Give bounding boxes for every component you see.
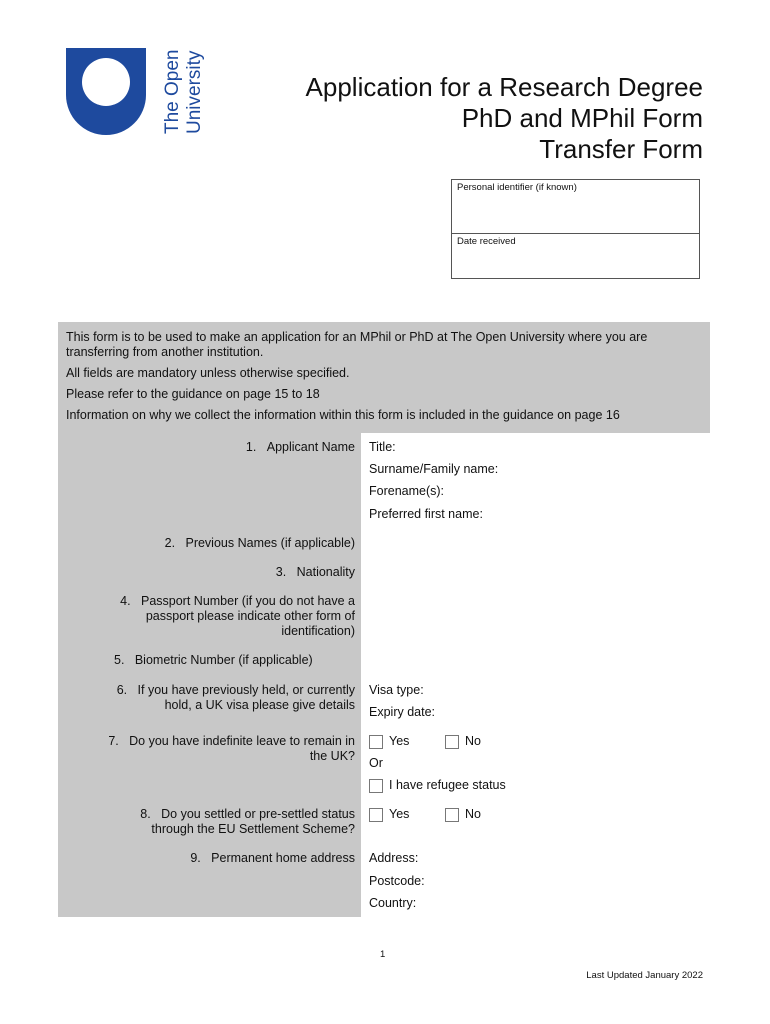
last-updated-note: Last Updated January 2022 bbox=[586, 970, 703, 981]
preferred-name-field[interactable]: Preferred first name: bbox=[369, 507, 483, 521]
question-nationality: 3. Nationality bbox=[275, 565, 355, 579]
question-applicant-name: 1. Applicant Name bbox=[245, 440, 355, 454]
page-number: 1 bbox=[380, 949, 386, 960]
form-title bbox=[306, 72, 703, 165]
question-uk-visa: 6. If you have previously held, or currently hold, a UK visa please give details bbox=[116, 683, 355, 712]
ilr-no-checkbox[interactable] bbox=[445, 735, 459, 749]
question-home-address: 9. Permanent home address bbox=[190, 851, 355, 865]
date-received-label: Date received bbox=[457, 236, 516, 247]
date-received-field[interactable] bbox=[452, 234, 699, 278]
logo-circle bbox=[82, 58, 130, 106]
previous-names-field[interactable] bbox=[369, 536, 699, 552]
visa-type-field[interactable]: Visa type: bbox=[369, 683, 424, 697]
postcode-field[interactable]: Postcode: bbox=[369, 874, 425, 888]
surname-field[interactable]: Surname/Family name: bbox=[369, 462, 499, 476]
ilr-no-label: No bbox=[465, 734, 481, 748]
refugee-status-option[interactable] bbox=[369, 778, 506, 793]
open-university-logo bbox=[66, 48, 206, 140]
title-line-3: Transfer Form bbox=[539, 134, 703, 164]
question-indefinite-leave: 7. Do you have indefinite leave to remain in the UK? bbox=[108, 734, 355, 763]
nationality-field[interactable] bbox=[369, 565, 699, 581]
eu-settled-yes-label: Yes bbox=[389, 807, 410, 821]
refugee-status-label: I have refugee status bbox=[389, 778, 506, 792]
refugee-status-checkbox[interactable] bbox=[369, 779, 383, 793]
biometric-number-field[interactable] bbox=[369, 653, 699, 669]
question-previous-names: 2. Previous Names (if applicable) bbox=[164, 536, 355, 550]
country-field[interactable]: Country: bbox=[369, 896, 417, 910]
eu-settled-yes-checkbox[interactable] bbox=[369, 808, 383, 822]
question-biometric-number: 5. Biometric Number (if applicable) bbox=[114, 653, 313, 667]
intro-panel bbox=[58, 322, 710, 433]
title-line-2: PhD and MPhil Form bbox=[461, 103, 703, 133]
logo-shield bbox=[66, 48, 146, 135]
question-column bbox=[58, 433, 361, 917]
address-field[interactable]: Address: bbox=[369, 851, 419, 865]
ilr-or-text: Or bbox=[369, 756, 383, 770]
ilr-yes-option[interactable] bbox=[369, 734, 409, 749]
column-divider bbox=[361, 433, 363, 917]
question-eu-settlement: 8. Do you settled or pre-settled status through the EU Settlement Scheme? bbox=[140, 807, 355, 836]
intro-text-3: Please refer to the guidance on page 15 to 18 bbox=[66, 387, 320, 401]
personal-identifier-label: Personal identifier (if known) bbox=[457, 182, 577, 193]
applicant-details-table bbox=[58, 433, 710, 917]
personal-identifier-field[interactable] bbox=[452, 180, 699, 234]
eu-settled-no-label: No bbox=[465, 807, 481, 821]
logo-wordmark bbox=[158, 48, 206, 136]
title-line-1: Application for a Research Degree bbox=[305, 72, 703, 102]
intro-text-1: This form is to be used to make an application for an MPhil or PhD at The Open University where you are transferring from another institution. bbox=[66, 330, 648, 359]
eu-settled-no-option[interactable] bbox=[445, 807, 481, 822]
title-field[interactable]: Title: bbox=[369, 440, 396, 454]
ilr-yes-checkbox[interactable] bbox=[369, 735, 383, 749]
eu-settled-yes-option[interactable] bbox=[369, 807, 409, 822]
eu-settled-no-checkbox[interactable] bbox=[445, 808, 459, 822]
svg-text:The Open: The Open bbox=[162, 49, 183, 134]
intro-text-4: Information on why we collect the information within this form is included in the guidance on page 16 bbox=[66, 408, 620, 422]
office-use-box bbox=[451, 179, 700, 279]
forename-field[interactable]: Forename(s): bbox=[369, 484, 445, 498]
visa-expiry-field[interactable]: Expiry date: bbox=[369, 705, 436, 719]
intro-text-2: All fields are mandatory unless otherwise specified. bbox=[66, 366, 350, 380]
ilr-no-option[interactable] bbox=[445, 734, 481, 749]
passport-number-field[interactable] bbox=[369, 594, 699, 610]
question-passport-number: 4. Passport Number (if you do not have a passport please indicate other form of identification) bbox=[120, 594, 355, 638]
svg-text:University: University bbox=[184, 50, 205, 134]
ilr-yes-label: Yes bbox=[389, 734, 410, 748]
